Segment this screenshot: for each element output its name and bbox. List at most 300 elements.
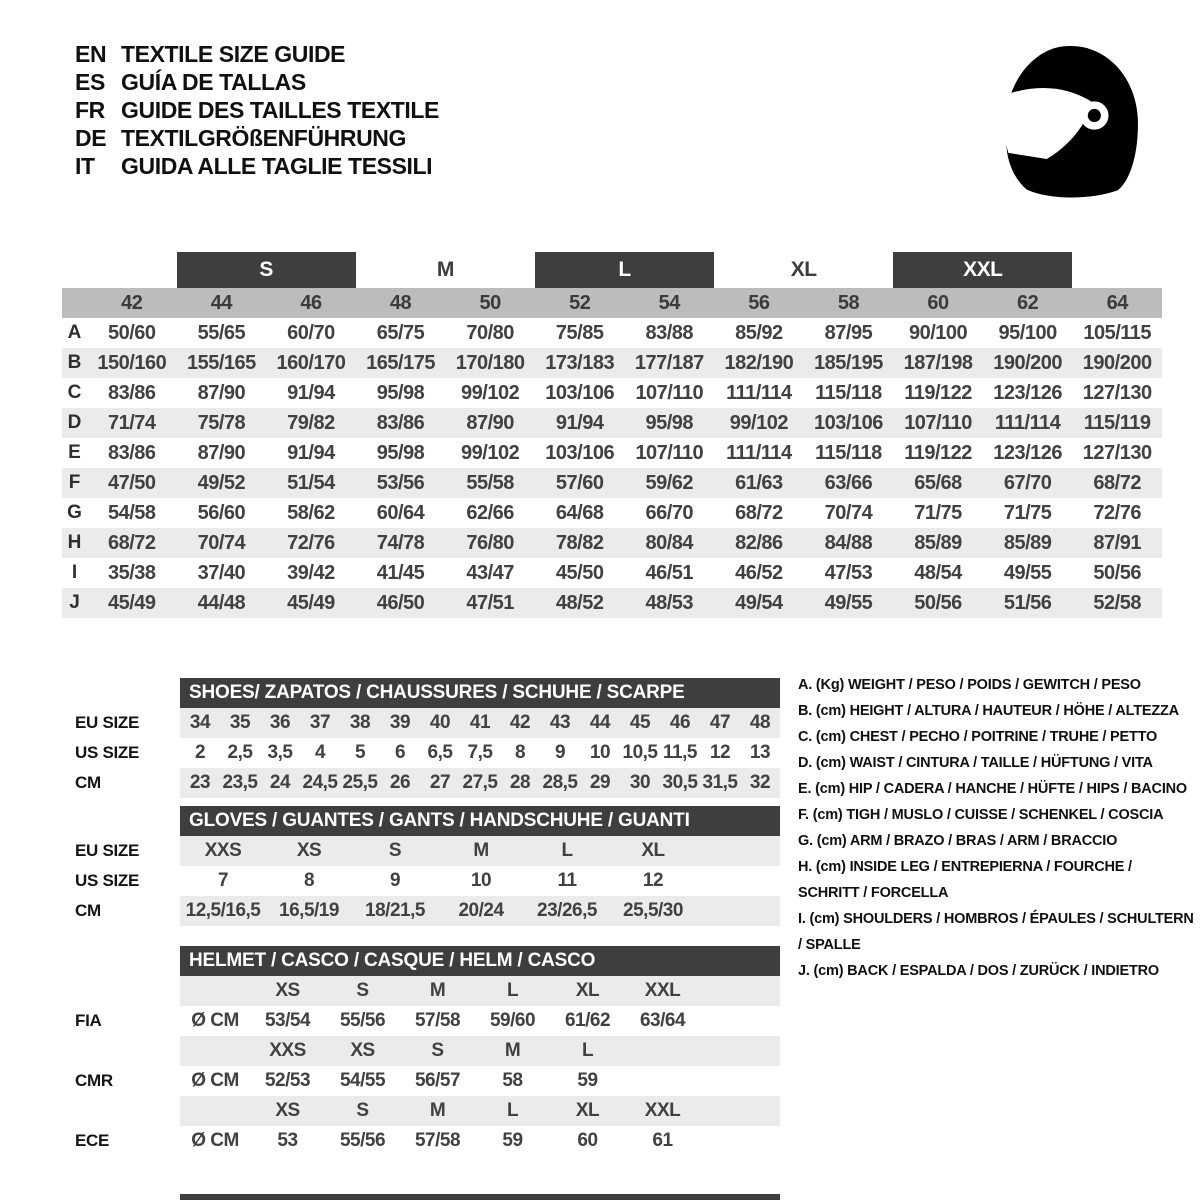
size-value: 3,5 (267, 742, 293, 763)
size-value: 95/98 (376, 441, 425, 464)
size-value: M (429, 1100, 446, 1121)
size-value: 85/89 (1003, 531, 1052, 554)
size-value: 84/88 (824, 531, 873, 554)
legend-item-b: B. (cm) HEIGHT / ALTURA / HAUTEUR / HÖHE / ALTEZZA (798, 703, 1179, 719)
size-value: 27,5 (462, 772, 498, 793)
size-value: 28 (509, 772, 531, 793)
measurement-legend (798, 672, 1196, 984)
row-eu-size (62, 708, 780, 738)
language-code: DE (75, 125, 107, 151)
row-values (180, 1066, 780, 1096)
size-value: 48/54 (914, 561, 962, 584)
size-value: 47/51 (466, 591, 514, 614)
size-value: 79/82 (287, 411, 335, 434)
legend-item-j: J. (cm) BACK / ESPALDA / DOS / ZURÜCK / INDIETRO (798, 963, 1159, 979)
size-value: XXS (204, 840, 242, 861)
size-value: 45/49 (108, 591, 156, 614)
size-value: 49/52 (197, 471, 246, 494)
row-label: US SIZE (75, 871, 140, 890)
row-label: ECE (75, 1131, 110, 1150)
size-column-header: 42 (121, 291, 143, 314)
size-value: 43 (549, 712, 571, 733)
size-value: 23/26,5 (537, 900, 597, 921)
size-value: M (504, 1040, 521, 1061)
size-value: 80/84 (645, 531, 694, 554)
size-value: 85/92 (735, 321, 783, 344)
size-value: XXL (644, 1100, 681, 1121)
size-value: 187/198 (903, 351, 973, 374)
size-value: 30,5 (662, 772, 698, 793)
size-value: XS (350, 1040, 375, 1061)
row-values (180, 896, 780, 926)
row-ece (62, 1126, 780, 1156)
helmet-table (62, 946, 780, 1156)
size-value: XS (275, 980, 300, 1001)
size-value: 190/200 (993, 351, 1063, 374)
legend-item-h: H. (cm) INSIDE LEG / ENTREPIERNA / FOURCHE / SCHRITT / FORCELLA (798, 859, 1132, 901)
language-row (75, 96, 439, 124)
size-value: XS (296, 840, 322, 861)
guide-title-en: TEXTILE SIZE GUIDE (121, 41, 346, 67)
size-value: XS (275, 1100, 300, 1121)
size-value: 25,5/30 (623, 900, 683, 921)
gloves-bar-spacer (62, 806, 180, 836)
size-value: 34 (189, 712, 211, 733)
row-label (62, 976, 180, 1006)
size-value: 150/160 (97, 351, 167, 374)
size-value: 83/86 (108, 441, 156, 464)
size-value: 71/74 (108, 411, 156, 434)
size-value: 59/62 (645, 471, 694, 494)
size-value: 48/53 (645, 591, 694, 614)
size-value: 67/70 (1003, 471, 1052, 494)
row-letter: D (67, 412, 82, 433)
size-value: 39 (389, 712, 411, 733)
size-value: 62/66 (466, 501, 514, 524)
row-us-size (62, 738, 780, 768)
size-value: 43/47 (466, 561, 514, 584)
size-value: 54/55 (339, 1070, 386, 1091)
size-value: M (429, 980, 446, 1001)
cropped-section-bar (180, 1194, 780, 1200)
measure-row-h (62, 528, 1162, 558)
row-label: CM (75, 773, 101, 792)
size-value: XXS (269, 1040, 306, 1061)
size-value: 10 (470, 870, 492, 891)
size-value: 107/110 (904, 411, 972, 434)
row-letter: E (68, 442, 81, 463)
size-value: 87/90 (197, 441, 246, 464)
size-value: 59 (577, 1070, 598, 1091)
row-size-header (62, 1096, 780, 1126)
diameter-unit: Ø CM (191, 1130, 239, 1151)
size-value: 13 (749, 742, 771, 763)
size-value: 59/60 (489, 1010, 536, 1031)
size-value: 75/78 (197, 411, 246, 434)
size-value: 39/42 (287, 561, 335, 584)
language-header (75, 40, 439, 180)
size-column-header: 46 (300, 291, 322, 314)
shoes-rows (62, 708, 780, 798)
size-value: 119/122 (904, 441, 972, 464)
size-value: 18/21,5 (365, 900, 425, 921)
size-value: 47 (709, 712, 731, 733)
size-value: 46/52 (735, 561, 783, 584)
size-value: 23 (189, 772, 211, 793)
size-value: 91/94 (287, 441, 335, 464)
size-value: 115/118 (815, 381, 882, 404)
size-value: 111/114 (726, 441, 792, 464)
size-value: 83/86 (376, 411, 425, 434)
size-value: 55/65 (197, 321, 246, 344)
size-value: 70/80 (466, 321, 514, 344)
shoes-table (62, 678, 780, 798)
size-value: 91/94 (555, 411, 604, 434)
size-value: 85/89 (914, 531, 962, 554)
shoes-section-title: SHOES/ ZAPATOS / CHAUSSURES / SCHUHE / SCARPE (180, 678, 780, 708)
row-values (180, 738, 780, 768)
row-label: FIA (75, 1011, 102, 1030)
row-letter: F (68, 472, 81, 493)
legend-item-i: I. (cm) SHOULDERS / HOMBROS / ÉPAULES / SCHULTERN / SPALLE (798, 911, 1194, 953)
size-value: 24 (269, 772, 291, 793)
size-value: 31,5 (702, 772, 738, 793)
row-letter: A (67, 322, 82, 343)
size-value: 28,5 (542, 772, 578, 793)
size-value: 51/56 (1003, 591, 1052, 614)
size-group-xxl: XXL (893, 252, 1072, 288)
size-value: 8 (514, 742, 526, 763)
size-value: 119/122 (904, 381, 972, 404)
size-value: 123/126 (993, 441, 1063, 464)
size-value: 76/80 (466, 531, 514, 554)
size-value: XL (641, 840, 665, 861)
size-value: 48 (749, 712, 771, 733)
size-value: 57/58 (414, 1130, 461, 1151)
size-value: 95/98 (645, 411, 694, 434)
size-value: 123/126 (993, 381, 1063, 404)
size-value: 50/60 (108, 321, 156, 344)
gloves-table (62, 806, 780, 926)
size-value: 11 (557, 870, 577, 891)
size-value: 29 (589, 772, 611, 793)
size-value: 50/56 (914, 591, 962, 614)
diameter-unit (180, 1036, 250, 1066)
size-value: 63/66 (824, 471, 873, 494)
size-value: 68/72 (735, 501, 783, 524)
size-value: 177/187 (634, 351, 704, 374)
size-value: 44/48 (197, 591, 246, 614)
size-value: 12,5/16,5 (185, 900, 261, 921)
diameter-unit: Ø CM (191, 1010, 239, 1031)
measure-row-i (62, 558, 1162, 588)
size-value: 25,5 (342, 772, 378, 793)
row-values (180, 1096, 780, 1126)
size-value: 70/74 (824, 501, 873, 524)
size-value: 185/195 (814, 351, 883, 374)
numeric-size-row (62, 288, 1162, 318)
row-cm (62, 768, 780, 798)
size-value: 56/60 (197, 501, 246, 524)
size-value (625, 1036, 700, 1066)
gloves-section-title: GLOVES / GUANTES / GANTS / HANDSCHUHE / GUANTI (180, 806, 780, 836)
size-value: 95/98 (376, 381, 425, 404)
size-value: 10,5 (622, 742, 658, 763)
size-value: 160/170 (276, 351, 346, 374)
size-value: 7 (217, 870, 229, 891)
size-value: 60 (577, 1130, 598, 1151)
size-column-header: 60 (927, 291, 949, 314)
size-value: 68/72 (108, 531, 156, 554)
size-value: 78/82 (555, 531, 604, 554)
size-value: XL (575, 1100, 600, 1121)
language-title-list (75, 40, 439, 180)
size-value: 127/130 (1082, 381, 1152, 404)
row-values (180, 1036, 780, 1066)
size-value: 72/76 (287, 531, 335, 554)
row-letter: H (67, 532, 82, 553)
size-value: 38 (349, 712, 371, 733)
size-value: 49/54 (735, 591, 783, 614)
size-value: 87/91 (1093, 531, 1141, 554)
size-value: M (473, 840, 489, 861)
size-value: 46/50 (376, 591, 425, 614)
size-value: 45 (629, 712, 651, 733)
size-value: 61/63 (735, 471, 783, 494)
helmet-bar-spacer (62, 946, 180, 976)
size-value: 50/56 (1093, 561, 1141, 584)
size-value: 9 (389, 870, 401, 891)
size-value: 83/88 (645, 321, 694, 344)
size-value: 44 (589, 712, 611, 733)
size-value: 99/102 (729, 411, 788, 434)
size-value: 54/58 (108, 501, 156, 524)
size-value: 45/49 (287, 591, 335, 614)
size-value: 173/183 (545, 351, 615, 374)
row-size-header (62, 976, 780, 1006)
language-row (75, 124, 439, 152)
guide-title-es: GUÍA DE TALLAS (121, 69, 306, 95)
language-code: ES (75, 69, 105, 95)
row-values (180, 708, 780, 738)
size-value: 66/70 (645, 501, 694, 524)
row-label (62, 1036, 180, 1066)
measure-row-b (62, 348, 1162, 378)
size-value: 40 (429, 712, 451, 733)
row-cm (62, 896, 780, 926)
size-value: 35 (229, 712, 251, 733)
size-value: 87/95 (824, 321, 873, 344)
size-value: 115/119 (1083, 411, 1151, 434)
language-code: FR (75, 97, 105, 123)
size-value: 47/53 (824, 561, 873, 584)
measure-row-j (62, 588, 1162, 618)
size-value: 99/102 (461, 441, 520, 464)
size-value: 56/57 (414, 1070, 461, 1091)
size-value: 55/56 (339, 1010, 386, 1031)
size-value: 49/55 (824, 591, 873, 614)
size-value: 103/106 (545, 441, 615, 464)
size-value: 2 (194, 742, 206, 763)
diameter-unit: Ø CM (191, 1070, 239, 1091)
size-group-l: L (535, 252, 714, 288)
size-column-header: 54 (658, 291, 680, 314)
row-values (180, 768, 780, 798)
size-value: L (561, 840, 573, 861)
size-value: 35/38 (108, 561, 156, 584)
row-letter: C (67, 382, 82, 403)
size-value: 8 (303, 870, 315, 891)
shoes-bar-spacer (62, 678, 180, 708)
size-value: S (356, 1100, 369, 1121)
row-values (180, 1006, 780, 1036)
size-group-xl: XL (790, 258, 817, 281)
size-column-header: 44 (210, 291, 232, 314)
shoes-title-row (62, 678, 780, 708)
row-letter: J (69, 592, 80, 613)
size-value: 71/75 (1003, 501, 1052, 524)
language-row (75, 152, 439, 180)
row-eu-size (62, 836, 780, 866)
legend-item-e: E. (cm) HIP / CADERA / HANCHE / HÜFTE / HIPS / BACINO (798, 781, 1187, 797)
size-column-header: 58 (837, 291, 860, 314)
size-value: 103/106 (814, 411, 883, 434)
helmet-section-title: HELMET / CASCO / CASQUE / HELM / CASCO (180, 946, 780, 976)
size-value: 61/62 (564, 1010, 611, 1031)
size-group-row (62, 252, 1162, 288)
row-cmr (62, 1066, 780, 1096)
size-value: L (506, 980, 519, 1001)
size-value: 46/51 (645, 561, 694, 584)
size-value: 70/74 (197, 531, 246, 554)
size-value: L (506, 1100, 519, 1121)
size-value: 2,5 (227, 742, 253, 763)
size-value: 58 (502, 1070, 523, 1091)
size-value: 105/115 (1083, 321, 1152, 344)
helmet-title-row (62, 946, 780, 976)
size-column-header: 50 (479, 291, 501, 314)
size-value: 57/60 (555, 471, 604, 494)
size-value: 58/62 (287, 501, 335, 524)
size-value: 10 (589, 742, 611, 763)
size-value: 127/130 (1082, 441, 1152, 464)
language-row (75, 40, 439, 68)
size-value: 91/94 (287, 381, 335, 404)
size-value: 48/52 (555, 591, 604, 614)
size-value: 53 (277, 1130, 298, 1151)
guide-title-de: TEXTILGRÖßENFÜHRUNG (121, 125, 406, 151)
row-letter: G (67, 502, 82, 523)
measure-row-f (62, 468, 1162, 498)
size-value: 170/180 (455, 351, 525, 374)
legend-item-f: F. (cm) TIGH / MUSLO / CUISSE / SCHENKEL / COSCIA (798, 807, 1164, 823)
gloves-title-row (62, 806, 780, 836)
size-value: S (388, 840, 402, 861)
size-column-header: 62 (1016, 291, 1039, 314)
size-value: 165/175 (366, 351, 435, 374)
size-value: 65/75 (376, 321, 425, 344)
row-values (180, 1126, 780, 1156)
size-value: 16,5/19 (279, 900, 339, 921)
size-value: 71/75 (914, 501, 962, 524)
size-column-header: 52 (569, 291, 591, 314)
size-value: 5 (354, 742, 366, 763)
size-group-s: S (177, 252, 356, 288)
size-value: 11,5 (663, 742, 697, 763)
measure-row-g (62, 498, 1162, 528)
legend-item-a: A. (Kg) WEIGHT / PESO / POIDS / GEWITCH / PESO (798, 677, 1141, 693)
size-value: 111/114 (994, 411, 1061, 434)
size-value: 72/76 (1093, 501, 1141, 524)
size-value: 65/68 (914, 471, 962, 494)
row-letter: B (67, 352, 82, 373)
size-value: 60/64 (376, 501, 425, 524)
size-value: 47/50 (108, 471, 156, 494)
row-label: US SIZE (75, 743, 140, 762)
size-value: 46 (669, 712, 691, 733)
size-column-header: 64 (1106, 291, 1128, 314)
size-value: 27 (429, 772, 451, 793)
size-value: 53/56 (376, 471, 425, 494)
size-value: 182/190 (724, 351, 794, 374)
row-values (180, 836, 780, 866)
row-label: EU SIZE (75, 713, 140, 732)
size-value: 55/58 (466, 471, 514, 494)
language-row (75, 68, 439, 96)
size-value: 41/45 (376, 561, 425, 584)
size-value: 12 (709, 742, 731, 763)
size-value: 75/85 (555, 321, 604, 344)
size-value: XXL (644, 980, 681, 1001)
row-values (180, 976, 780, 1006)
measure-row-c (62, 378, 1162, 408)
size-column-header: 56 (748, 291, 770, 314)
row-label: EU SIZE (75, 841, 140, 860)
size-value: 55/56 (339, 1130, 386, 1151)
language-code: EN (75, 41, 107, 67)
size-value: 103/106 (545, 381, 615, 404)
size-value: L (581, 1040, 594, 1061)
size-group-m: M (436, 258, 454, 281)
row-label: CM (75, 901, 101, 920)
size-value: 36 (269, 712, 291, 733)
gloves-rows (62, 836, 780, 926)
size-value: 45/50 (555, 561, 604, 584)
size-value: 6,5 (427, 742, 453, 763)
row-label: CMR (75, 1071, 113, 1090)
band-spacer (62, 288, 87, 318)
guide-title-it: GUIDA ALLE TAGLIE TESSILI (121, 153, 433, 179)
diameter-unit (180, 1096, 250, 1126)
size-value: 68/72 (1093, 471, 1141, 494)
measurement-rows (62, 318, 1162, 618)
size-value: 111/114 (726, 381, 792, 404)
size-value: 7,5 (467, 742, 493, 763)
size-value: 63/64 (639, 1010, 686, 1031)
row-fia (62, 1006, 780, 1036)
size-value: 49/55 (1003, 561, 1052, 584)
size-value (625, 1066, 700, 1096)
size-value: 12 (642, 870, 664, 891)
row-label (62, 1096, 180, 1126)
size-value: XL (575, 980, 600, 1001)
size-value: 37 (309, 712, 331, 733)
size-value: 20/24 (458, 900, 504, 921)
row-us-size (62, 866, 780, 896)
size-value: 52/58 (1093, 591, 1141, 614)
legend-item-c: C. (cm) CHEST / PECHO / POITRINE / TRUHE / PETTO (798, 729, 1158, 745)
size-value: 87/90 (197, 381, 246, 404)
